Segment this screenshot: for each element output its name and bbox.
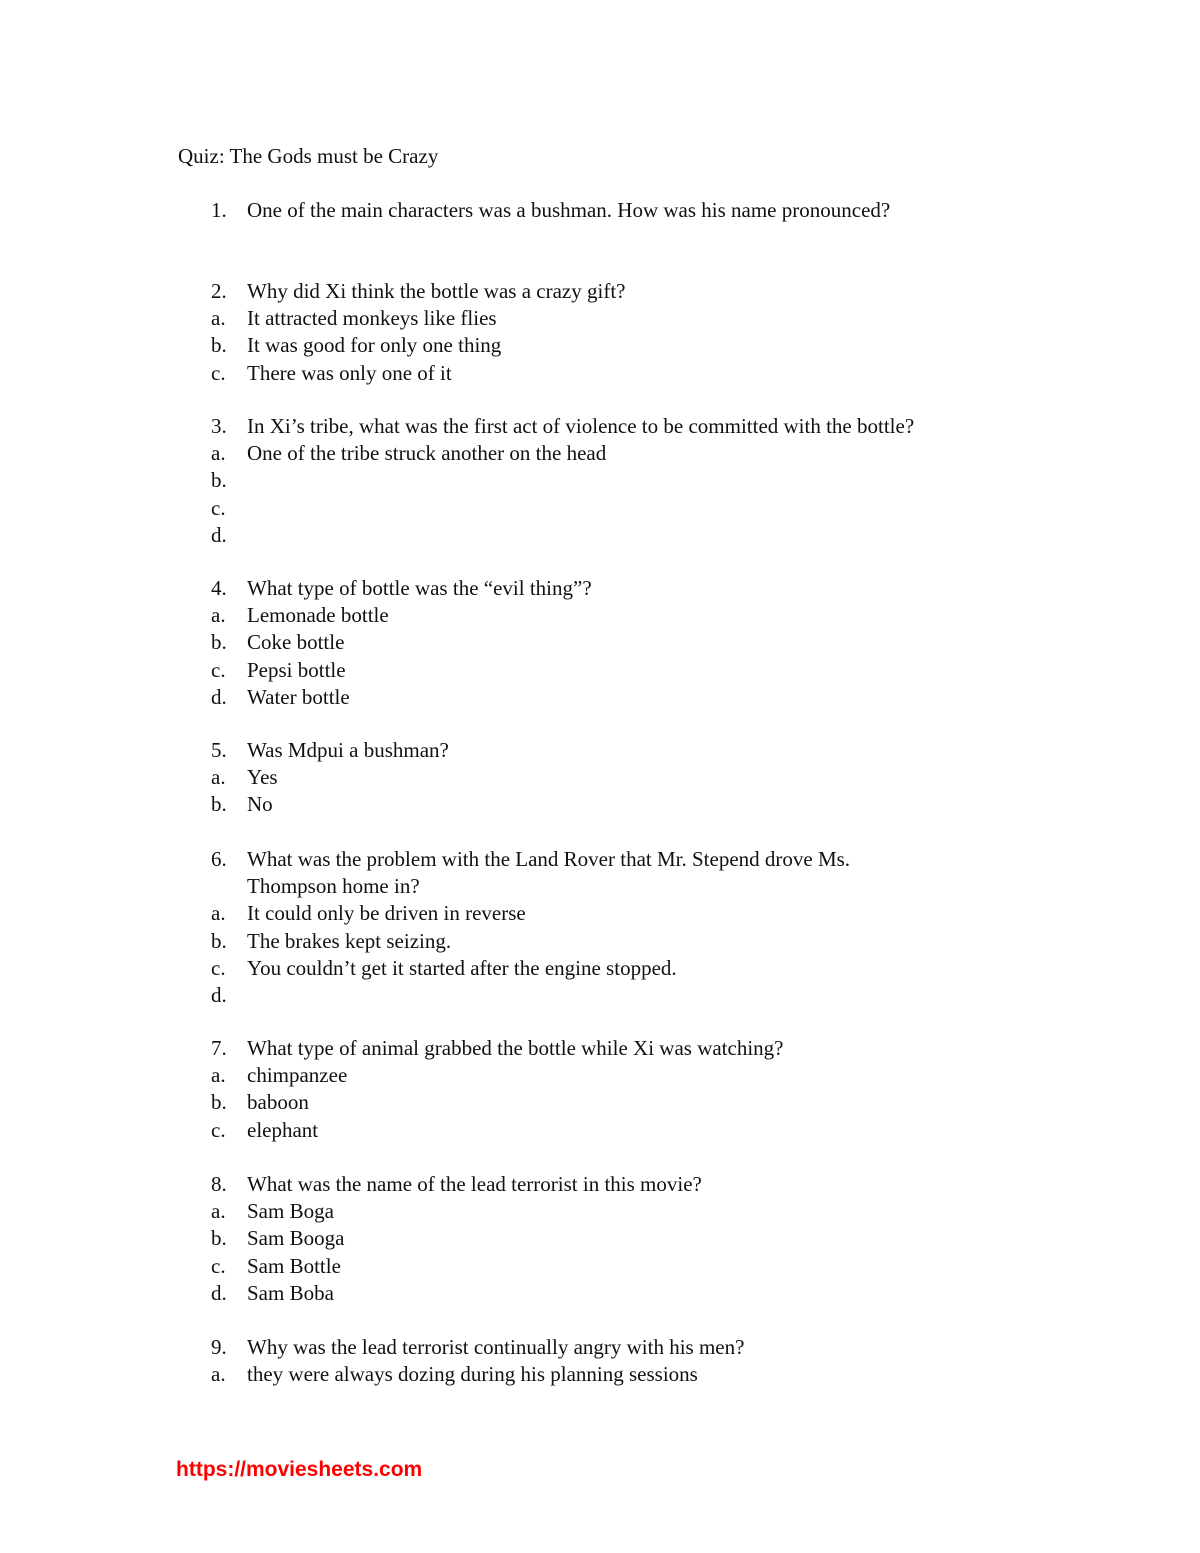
option-letter: c. — [211, 495, 226, 520]
option-letter: b. — [211, 333, 227, 358]
option-text: Yes — [247, 765, 278, 790]
question-text: Thompson home in? — [247, 874, 420, 899]
option-letter: a. — [211, 306, 226, 331]
question-text: In Xi’s tribe, what was the first act of violence to be committed with the bottle? — [247, 414, 915, 438]
option-letter: d. — [211, 1280, 227, 1305]
option-letter: a. — [211, 765, 226, 790]
option-text: Water bottle — [247, 684, 350, 709]
option-letter: a. — [211, 1199, 226, 1224]
question-text: Why was the lead terrorist continually angry with his men? — [247, 1335, 745, 1359]
question-text: What was the name of the lead terrorist in this movie? — [247, 1172, 702, 1196]
option-text: It attracted monkeys like flies — [247, 306, 497, 331]
footer-link[interactable]: https://moviesheets.com — [176, 1458, 423, 1481]
option-letter: b. — [211, 792, 227, 817]
question-number: 2. — [211, 279, 227, 303]
question-text: One of the main characters was a bushman. How was his name pronounced? — [247, 198, 891, 222]
option-letter: c. — [211, 1117, 226, 1142]
option-letter: c. — [211, 1253, 226, 1278]
option-text: The brakes kept seizing. — [247, 928, 452, 953]
quiz-title: Quiz: The Gods must be Crazy — [178, 144, 439, 168]
option-letter: b. — [211, 928, 227, 953]
option-letter: b. — [211, 468, 227, 493]
question-number: 8. — [211, 1172, 227, 1196]
option-letter: c. — [211, 955, 226, 980]
option-text: One of the tribe struck another on the head — [247, 441, 607, 466]
option-text: Lemonade bottle — [247, 603, 389, 628]
question-number: 3. — [211, 414, 227, 438]
option-text: There was only one of it — [247, 360, 452, 385]
option-text: You couldn’t get it started after the engine stopped. — [247, 955, 677, 980]
option-letter: d. — [211, 522, 227, 547]
option-letter: c. — [211, 657, 226, 682]
question-number: 5. — [211, 738, 227, 762]
option-text: Pepsi bottle — [247, 657, 346, 682]
question-text: What type of bottle was the “evil thing”? — [247, 576, 592, 600]
option-letter: d. — [211, 983, 227, 1007]
option-text: Sam Boga — [247, 1199, 334, 1224]
option-text: Sam Boba — [247, 1280, 334, 1305]
question-number: 7. — [211, 1036, 227, 1060]
option-text: chimpanzee — [247, 1063, 348, 1088]
question-text: Was Mdpui a bushman? — [247, 738, 449, 762]
question-text: What type of animal grabbed the bottle while Xi was watching? — [247, 1036, 784, 1060]
option-text: baboon — [247, 1090, 309, 1115]
option-text: It was good for only one thing — [247, 333, 502, 358]
option-letter: a. — [211, 603, 226, 628]
question-number: 4. — [211, 576, 227, 600]
option-text: Sam Bottle — [247, 1253, 341, 1278]
option-letter: b. — [211, 630, 227, 655]
option-letter: a. — [211, 441, 226, 466]
option-text: It could only be driven in reverse — [247, 901, 526, 926]
option-letter: b. — [211, 1226, 227, 1251]
option-letter: a. — [211, 901, 226, 926]
option-text: elephant — [247, 1117, 319, 1142]
question-number: 9. — [211, 1335, 227, 1359]
option-text: No — [247, 792, 273, 817]
question-text: Why did Xi think the bottle was a crazy gift? — [247, 279, 626, 303]
question-number: 1. — [211, 198, 227, 222]
question-text: What was the problem with the Land Rover that Mr. Stepend drove Ms. — [247, 847, 851, 871]
option-letter: a. — [211, 1362, 226, 1387]
option-text: they were always dozing during his planning sessions — [247, 1362, 698, 1387]
option-text: Sam Booga — [247, 1226, 345, 1251]
option-letter: d. — [211, 684, 227, 709]
option-letter: c. — [211, 360, 226, 385]
option-text: Coke bottle — [247, 630, 345, 655]
option-letter: a. — [211, 1063, 226, 1088]
option-letter: b. — [211, 1090, 227, 1115]
question-number: 6. — [211, 847, 227, 871]
